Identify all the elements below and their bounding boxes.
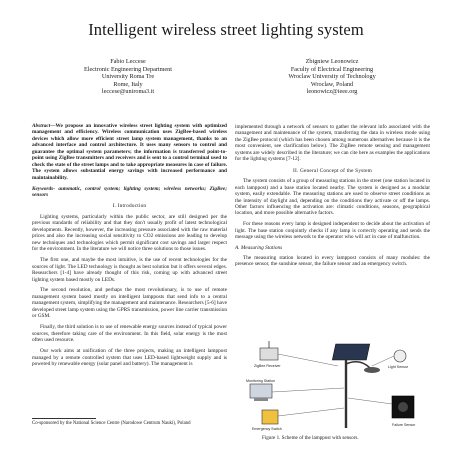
author-email: leonowicz@ieee.org (306, 88, 358, 96)
keywords (32, 186, 227, 199)
author-institution: University Roma Tre (101, 73, 155, 81)
figure-label: Monitoring Station (246, 379, 275, 383)
author-affiliation: Faculty of Electrical Engineering (290, 65, 374, 73)
section-heading-general-concept: II. General Concept of the System (293, 167, 372, 174)
paragraph: Finally, the third solution is to use of renewable energy sources instead of typical power sources, therefore taking care of the environment. In this field, solar energy is the most often used resource. (32, 324, 227, 344)
abstract (32, 123, 227, 181)
paragraph: The second resolution, and perhaps the most revolutionary, is to use of remote management system based mostly on intelligent lampposts that send info to a central management system, simplifying the management and maintenance. Researchers [5-6] have developed street lamp system using the GPRS transmission, power line carrier transmission or GSM. (32, 287, 227, 320)
failure-sensor-icon (392, 396, 414, 418)
paper-title: Intelligent wireless street lighting system (88, 20, 364, 39)
paragraph: The first one, and maybe the most intuitive, is the use of recent technologies for the sources of light. The LED technology is thought as best solution but it offers several edges. Researchers [1-4] have already thought of this risk, coming up with advanced street lighting system based mostly on LEDs. (32, 257, 227, 283)
author-location: Wroclaw, Poland (310, 80, 354, 88)
figure-label: Failure Sensor (392, 423, 416, 427)
author-affiliation: Electronic Engineering Department (84, 65, 172, 73)
right-column (235, 124, 430, 272)
abstract-label: Abstract (32, 123, 51, 129)
paragraph: Our work aims at unification of the three projects, making an intelligent lamppost managed by a remote controlled system that uses LED-based lightweight supply and is powered by renewable energy (solar panel and battery). The management is (32, 348, 227, 367)
monitoring-station-icon (250, 384, 272, 401)
paragraph: The system consists of a group of measuring stations in the street (one station located in each lamppost) and a base station located nearby. The system is designed as a modular system, easily extendable. The measuring stations are used to observe street conditions as the intensity of daylight and, depending on the conditions they activate or off the lamps. Other factors influencing the activation are: climatic conditions, seasons, geographical location, and more possible alternative factors. (235, 178, 430, 217)
author-name: Fabio Leccese (110, 58, 146, 65)
figure-label: Light Sensor (388, 365, 409, 369)
paragraph: Lighting systems, particularly within the public sector, are still designed per the previous standards of reliability and that they don't usually profit of latest technological developments. Recently, however, the increasing pressure associated with the raw material prices and also the increasing social sensitivity to CO2 emissions are leading to develop new techniques and technologies which permit significant cost savings and larger respect for the environment. In the literature we will notice three solutions to those issues. (32, 213, 227, 253)
keywords-text: automatic, control system; lighting system; wireless networks; ZigBee; sensors (32, 185, 227, 199)
abstract-text: —We propose an innovative wireless street lighting system with optimized management and efficiency. Wireless communication uses ZigBee-based wireless devices which allow more efficient street lamp system management, thanks to an advanced interface and control architecture. It uses many sensors to control and guarantee the optimal system parameters; the information is transferred point-to-point using ZigBee transmitters and receivers and is sent to a control terminal used to check the state of the street lamps and to take appropriate measures in case of failure. The system allows substantial energy savings with increased performance and maintainability. (32, 123, 227, 181)
solar-panel-icon (332, 344, 369, 360)
paragraph: The measuring station located in every lamppost consists of many modules: the presence sensor, the sunshine sensor, the failure sensor and an emergency switch. (235, 254, 430, 268)
emergency-switch-icon (262, 410, 278, 424)
paragraph: implemented through a network of sensors to gather the relevant info associated with the management and maintenance of the system, transferring the data in wireless mode using the ZigBee protocol (which has been chosen among numerous alternatives because it is the most convenient, see clarification below). The ZigBee remote sensing and management systems are widely described in the literature; we can cite here as examples the applications for the lighting systems [7-12]. (235, 124, 430, 163)
paragraph: For these reasons every lamp is designed independent to decide about the activation of light. The base station conjointly checks if any lamp is correctly operating and sends the message using the wireless network to the operator who will act in case of malfunction. (235, 221, 430, 241)
footnote-rule (32, 418, 96, 419)
author-name: Zbigniew Leonowicz (305, 58, 359, 65)
author-block-1 (28, 58, 228, 96)
street-lamp-icon (346, 358, 380, 428)
subsection-heading-measuring-stations: A. Measuring Stations (235, 245, 283, 252)
section-heading-introduction: I. Introduction (112, 203, 147, 210)
footnote: Co-sponsored by the National Science Centre (Narodowe Centrum Nauki), Poland (32, 421, 191, 426)
figure-caption: Figure 1. Scheme of the lamppost with sensors. (262, 435, 359, 441)
zigbee-receiver-icon (260, 341, 278, 360)
keywords-label: Keywords- (32, 185, 55, 192)
author-location: Rome, Italy (113, 80, 143, 88)
left-column (32, 123, 227, 372)
light-sensor-icon (394, 350, 406, 362)
figure-label: Emergency Switch (252, 427, 282, 431)
lamppost-figure (242, 338, 432, 432)
author-email: leccese@uniroma3.it (101, 88, 155, 96)
author-institution: Wroclaw University of Technology (288, 73, 376, 81)
figure-label: ZigBee Receiver (254, 364, 281, 368)
author-block-2 (232, 58, 432, 96)
